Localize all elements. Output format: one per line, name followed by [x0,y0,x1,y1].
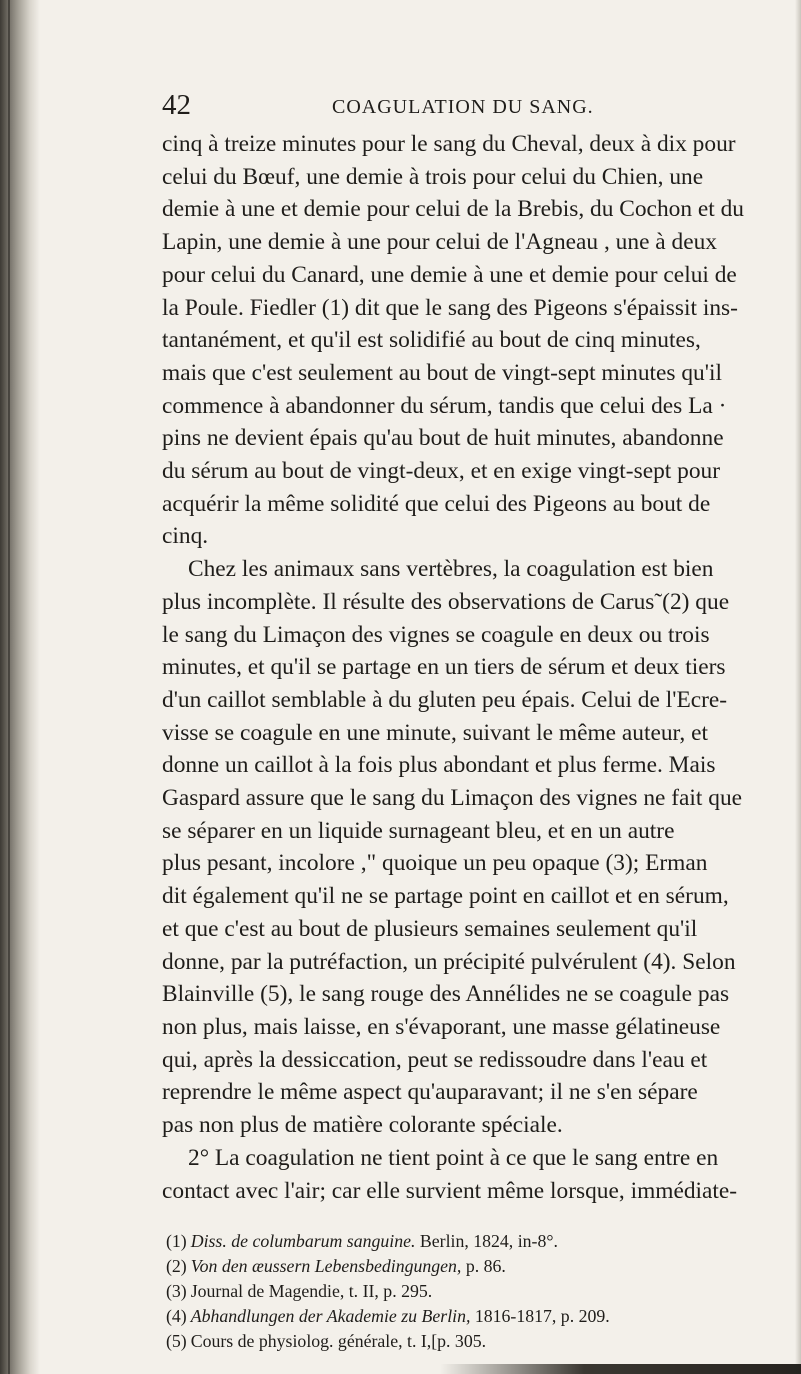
running-title: COAGULATION DU SANG. [332,96,594,118]
page-number: 42 [162,89,191,121]
footnote-ref: (1) [166,1231,187,1252]
footnote-title: Von den æussern Lebensbedingungen, [190,1256,462,1277]
paragraph-3: 2° La coagulation ne tient point à ce que le sang entre en contact avec l'air; car elle survient même lorsque, immédiate- [162,1144,738,1204]
page-right-edge [795,0,801,1374]
footnote-title: Abhandlungen der Akademie zu Berlin, [190,1306,471,1327]
footnote-ref: (2) [166,1256,187,1277]
footnote-5 [162,1329,770,1354]
paragraph-2: Chez les animaux sans vertèbres, la coagulation est bien plus incomplète. Il résulte des observations de Carus˜(2) que le sang du Limaçon des vignes se coagule en deux ou trois minutes, et qu'il se partage en un tiers de sérum et deux tiers d'un caillot semblable à du gluten peu épais. Celui de l'Ecre- visse se coagule en une minute, suivant le même auteur, et donne un caillot à la fois plus abondant et plus ferme. Mais Gaspard assure que le sang du Limaçon des vignes ne fait que se séparer en un liquide surnageant bleu, et en un autre plus pesant, incolore ," quoique un peu opaque (3); Erman dit également qu'il ne se partage point en caillot et en sérum, et que c'est au bout de plusieurs semaines seulement qu'il donne, par la putréfaction, un précipité pulvérulent (4). Selon Blainville (5), le sang rouge des Annélides ne se coagule pas non plus, mais laisse, en s'évaporant, une masse gélatineuse qui, après la dessiccation, peut se redissoudre dans l'eau et reprendre le même aspect qu'auparavant; il ne s'en sépare pas non plus de matière colorante spéciale. [162,556,743,1139]
binding-gutter [0,0,40,1374]
footnote-detail: Journal de Magendie, t. II, p. 295. [190,1281,433,1302]
footnote-ref: (4) [166,1306,187,1327]
footnote-4 [162,1304,770,1329]
binding-shadow-line [8,0,10,1374]
page-header [162,88,770,128]
footnote-detail: 1816-1817, p. 209. [470,1306,610,1327]
footnote-1 [162,1229,770,1254]
body-text [162,128,770,1207]
book-page [162,88,770,1354]
footnotes [162,1229,770,1354]
footnote-title: Diss. de columbarum sanguine. [190,1231,416,1252]
footnote-detail: p. 86. [461,1256,506,1277]
footnote-detail: Cours de physiolog. générale, t. I,[p. 305. [190,1331,487,1352]
footnote-ref: (3) [166,1281,187,1302]
footnote-3 [162,1279,770,1304]
paragraph-1: cinq à treize minutes pour le sang du Cheval, deux à dix pour celui du Bœuf, une demie à trois pour celui du Chien, une demie à une et demie pour celui de la Brebis, du Cochon et du Lapin, une demie à une pour celui de l'Agneau , une à deux pour celui du Canard, une demie à une et demie pour celui de la Poule. Fiedler (1) dit que le sang des Pigeons s'épaissit ins- tantanément, et qu'il est solidifié au bout de cinq minutes, mais que c'est seulement au bout de vingt-sept minutes qu'il commence à abandonner du sérum, tandis que celui des La · pins ne devient épais qu'au bout de huit minutes, abandonne du sérum au bout de vingt-deux, et en exige vingt-sept pour acquérir la même solidité que celui des Pigeons au bout de cinq. [162,131,744,550]
page-bottom-edge [440,1364,801,1374]
footnote-2 [162,1254,770,1279]
footnote-detail: Berlin, 1824, in-8°. [415,1231,558,1252]
footnote-ref: (5) [166,1331,187,1352]
